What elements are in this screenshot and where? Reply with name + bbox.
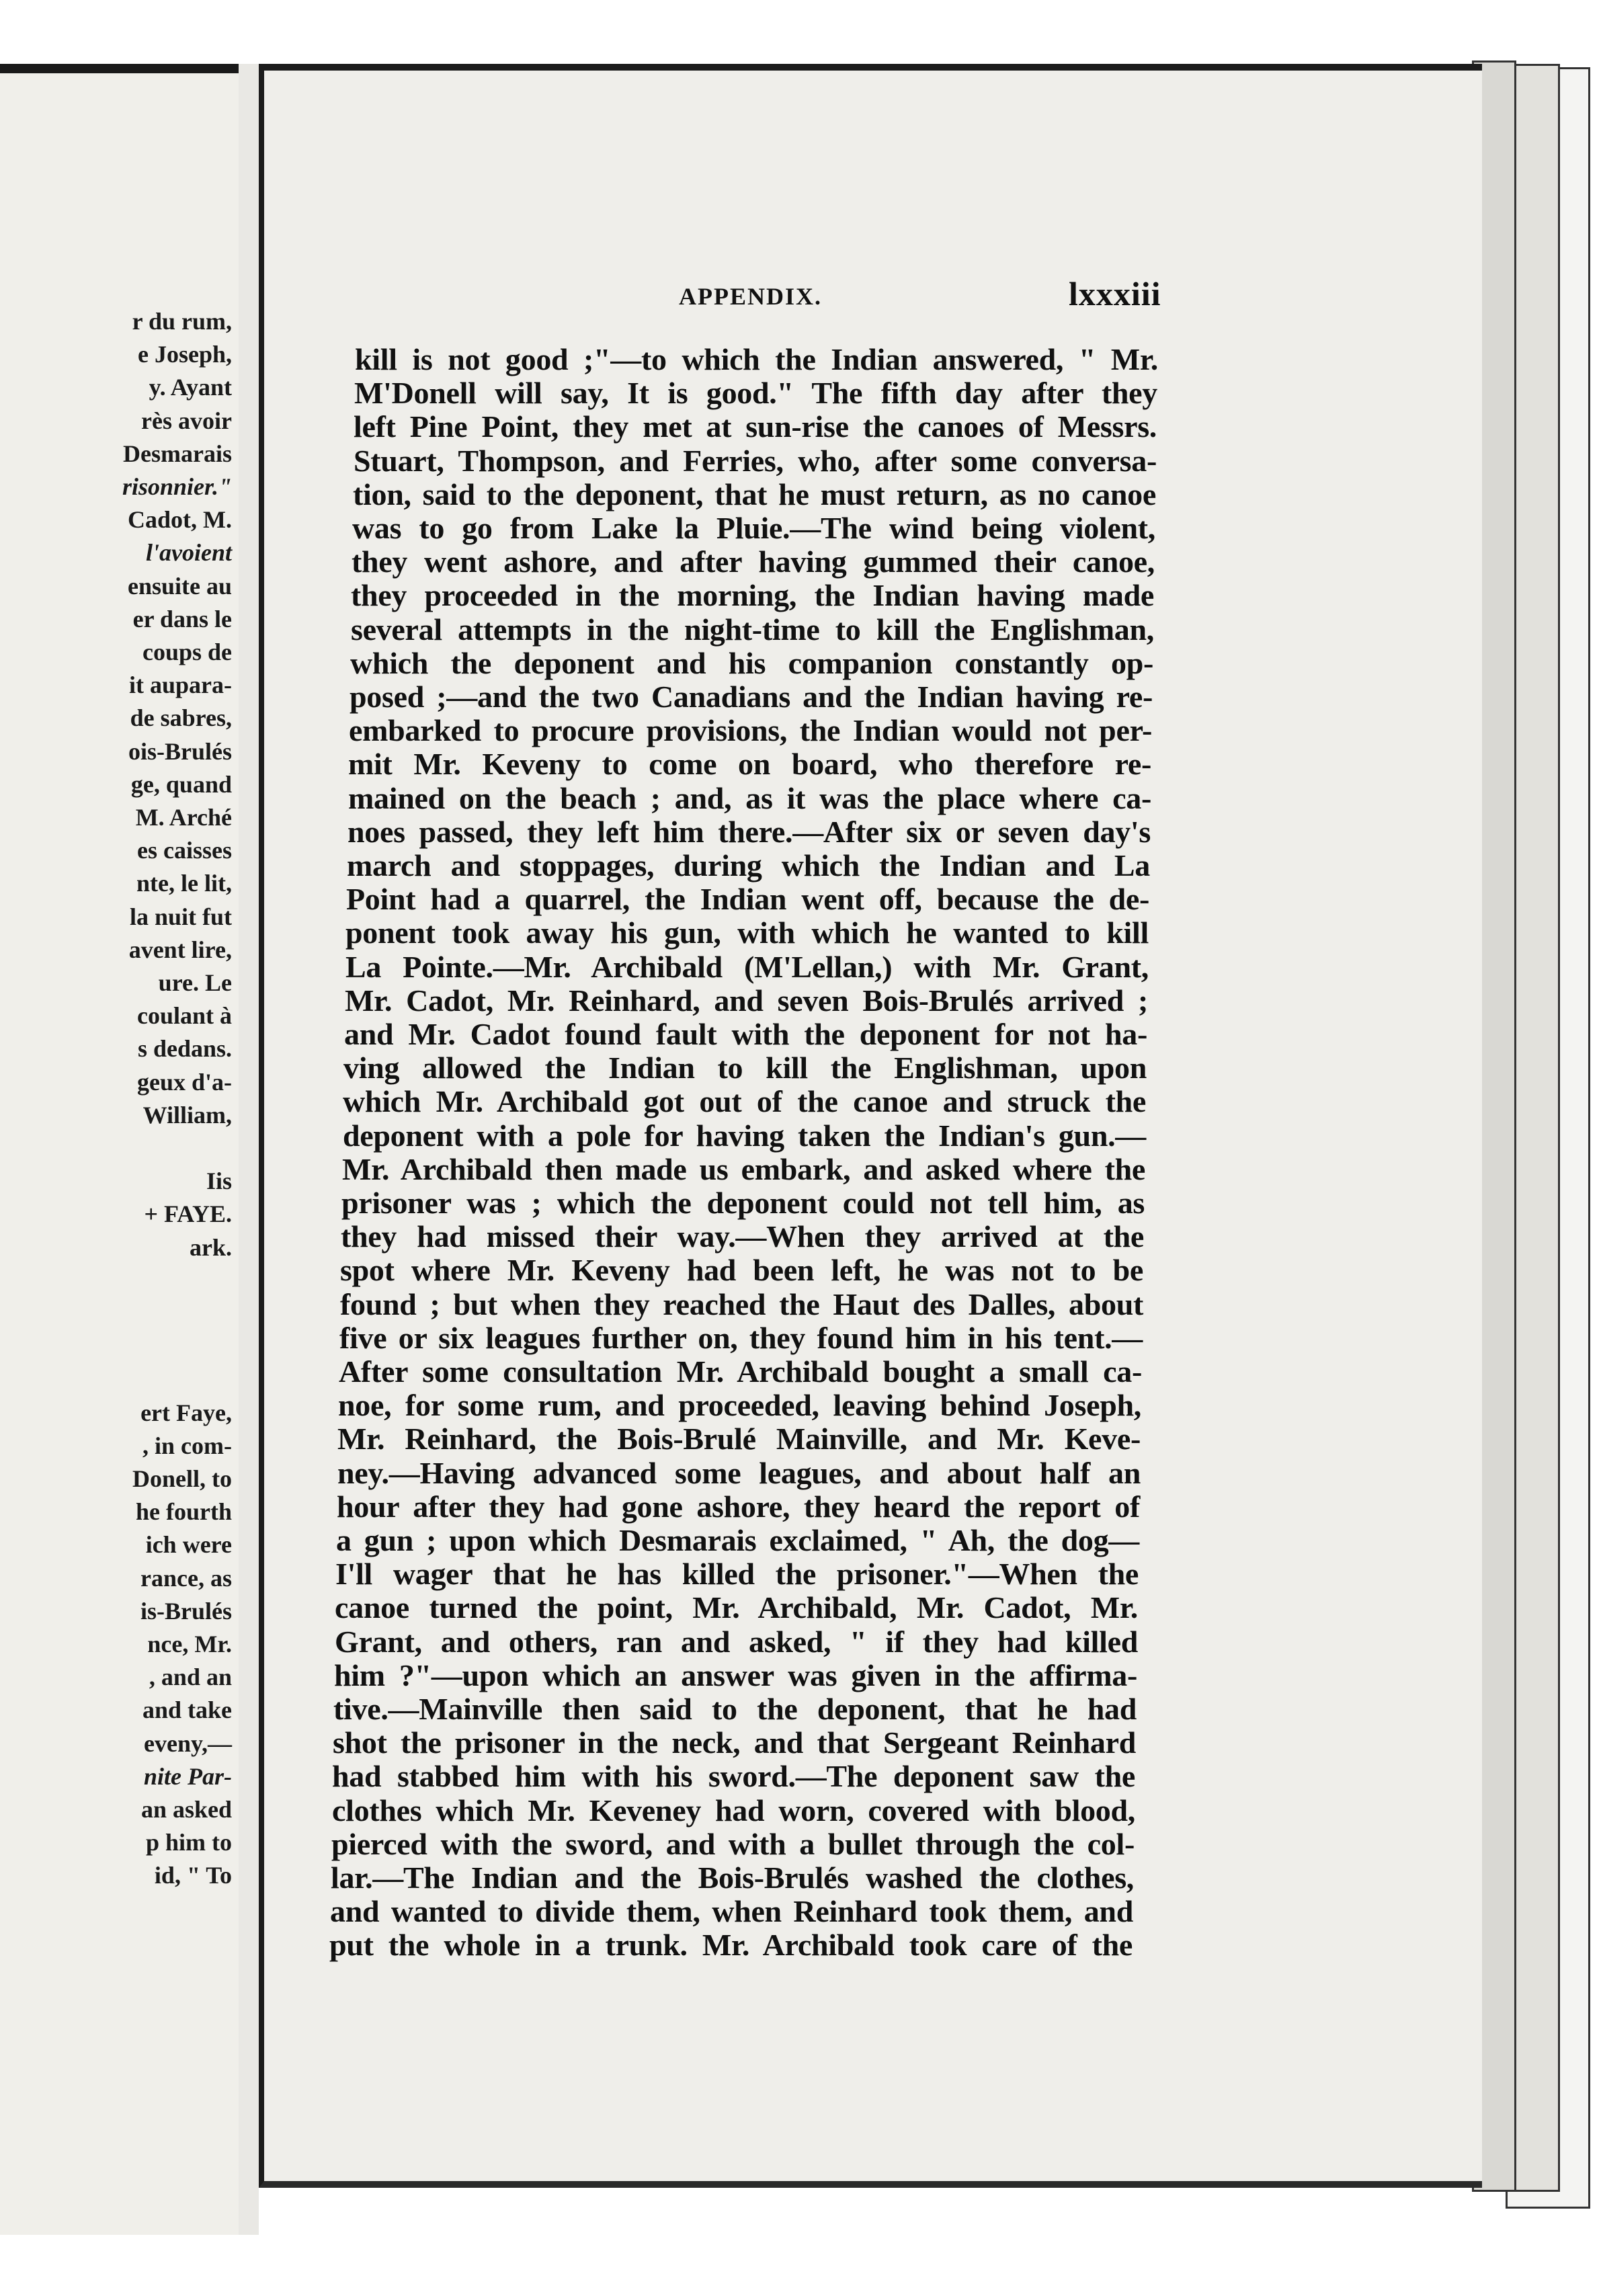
body-line: which the deponent and his companion constantly op- <box>350 645 1153 680</box>
body-line: lar.—The Indian and the Bois-Brulés washed the clothes, <box>331 1860 1134 1895</box>
left-page-line: Cadot, M. <box>128 506 232 534</box>
body-line: Point had a quarrel, the Indian went off, because the de- <box>346 882 1149 917</box>
left-page-line: Desmarais <box>123 440 232 467</box>
left-page-line: coups de <box>142 639 232 665</box>
left-page-line: Iis <box>206 1167 232 1195</box>
body-line: noes passed, they left him there.—After six or seven day's <box>347 814 1151 849</box>
body-line: march and stoppages, during which the Indian and La <box>347 848 1150 883</box>
left-page-line: ois-Brulés <box>128 737 232 765</box>
running-head: APPENDIX. <box>679 283 822 310</box>
left-facing-page <box>0 64 243 2235</box>
body-line: posed ;—and the two Canadians and the Indian having re- <box>350 680 1153 714</box>
body-line: was to go from Lake la Pluie.—The wind being violent, <box>352 511 1155 545</box>
body-line: After some consultation Mr. Archibald bought a small ca- <box>339 1354 1142 1389</box>
left-page-line: ark. <box>190 1233 232 1261</box>
left-page-line: William, <box>142 1101 232 1129</box>
body-line: tion, said to the deponent, that he must return, as no canoe <box>353 477 1156 511</box>
body-line: and Mr. Cadot found fault with the deponent for not ha- <box>344 1017 1147 1051</box>
body-line: Stuart, Thompson, and Ferries, who, after some conversa- <box>354 443 1157 478</box>
left-page-line: , and an <box>149 1664 232 1691</box>
left-page-line: it aupara- <box>129 671 232 699</box>
body-line: kill is not good ;"—to which the Indian answered, " Mr. <box>355 342 1158 376</box>
body-line: they went ashore, and after having gummed their canoe, <box>352 544 1155 579</box>
body-line: shot the prisoner in the neck, and that Sergeant Reinhard <box>333 1725 1136 1760</box>
body-line: and wanted to divide them, when Reinhard took them, and <box>330 1894 1133 1929</box>
body-line: found ; but when they reached the Haut des Dalles, about <box>340 1286 1143 1321</box>
left-page-line: is-Brulés <box>140 1597 232 1625</box>
body-line: I'll wager that he has killed the prisoner."—When the <box>335 1557 1139 1592</box>
left-page-line: coulant à <box>136 1002 232 1030</box>
left-page-line: ge, quand <box>130 770 232 798</box>
body-line: him ?"—upon which an answer was given in the affirma- <box>334 1657 1137 1692</box>
body-line: Grant, and others, ran and asked, " if they had killed <box>335 1624 1138 1659</box>
left-page-line: er dans le <box>132 605 232 632</box>
body-line: mit Mr. Keveny to come on board, who therefore re- <box>348 747 1151 782</box>
left-page-line: p him to <box>145 1829 232 1856</box>
left-page-line: s dedans. <box>137 1035 232 1063</box>
left-page-line: nite Par- <box>144 1762 232 1790</box>
left-page-line: an asked <box>140 1796 232 1823</box>
left-page-line: nte, le lit, <box>136 870 232 897</box>
left-page-line: de sabres, <box>130 704 232 732</box>
body-line: five or six leagues further on, they found him in his tent.— <box>339 1320 1143 1355</box>
left-page-line: l'avoient <box>146 539 232 567</box>
page-number: lxxxiii <box>1069 275 1161 313</box>
left-page-line: he fourth <box>136 1498 232 1526</box>
body-line: they had missed their way.—When they arrived at the <box>341 1219 1144 1254</box>
body-line: they proceeded in the morning, the Indian having made <box>351 578 1154 613</box>
body-line: Mr. Cadot, Mr. Reinhard, and seven Bois-Brulés arrived ; <box>345 983 1148 1018</box>
body-line: embarked to procure provisions, the Indian would not per- <box>349 713 1152 748</box>
left-page-line: risonnier." <box>122 473 232 500</box>
left-page-line: and take <box>142 1696 232 1724</box>
left-page-line: + FAYE. <box>144 1200 232 1228</box>
left-page-line: ich were <box>145 1531 232 1559</box>
book-gutter <box>239 64 259 2235</box>
left-page-line: geux d'a- <box>136 1068 232 1096</box>
left-page-line: nce, Mr. <box>147 1631 232 1657</box>
body-line: several attempts in the night-time to kill the Englishman, <box>351 612 1154 647</box>
left-page-line: y. Ayant <box>149 374 232 401</box>
body-line: a gun ; upon which Desmarais exclaimed, " Ah, the dog— <box>336 1523 1139 1557</box>
left-page-line: rès avoir <box>141 407 232 434</box>
body-line: noe, for some rum, and proceeded, leaving behind Joseph, <box>338 1388 1141 1423</box>
body-line: had stabbed him with his sword.—The deponent saw the <box>332 1759 1135 1794</box>
body-line: La Pointe.—Mr. Archibald (M'Lellan,) with Mr. Grant, <box>345 949 1149 984</box>
left-page-line: ert Faye, <box>140 1399 232 1426</box>
body-line: M'Donell will say, It is good." The fifth day after they <box>354 376 1157 411</box>
body-line: deponent with a pole for having taken the Indian's gun.— <box>343 1118 1146 1153</box>
body-line: which Mr. Archibald got out of the canoe and struck the <box>343 1084 1146 1119</box>
body-line: ponent took away his gun, with which he wanted to kill <box>345 915 1149 950</box>
body-line: Mr. Reinhard, the Bois-Brulé Mainville, and Mr. Keve- <box>337 1422 1141 1457</box>
left-page-line: ure. Le <box>158 969 232 996</box>
left-page-line: Donell, to <box>132 1465 232 1492</box>
body-line: canoe turned the point, Mr. Archibald, Mr. Cadot, Mr. <box>335 1590 1138 1625</box>
body-line: prisoner was ; which the deponent could not tell him, as <box>341 1186 1145 1220</box>
body-line: mained on the beach ; and, as it was the place where ca- <box>348 780 1151 815</box>
body-line: tive.—Mainville then said to the deponent, that he had <box>333 1692 1137 1726</box>
body-line: left Pine Point, they met at sun-rise the canoes of Messrs. <box>354 409 1157 444</box>
left-page-line: M. Arché <box>135 804 232 831</box>
body-line: clothes which Mr. Keveney had worn, covered with blood, <box>332 1793 1135 1828</box>
left-page-line: id, " To <box>154 1862 232 1889</box>
body-line: spot where Mr. Keveny had been left, he was not to be <box>340 1253 1143 1288</box>
left-page-line: ensuite au <box>127 572 232 600</box>
left-page-top-edge <box>0 64 239 73</box>
left-page-line: la nuit fut <box>129 903 232 930</box>
body-line: Mr. Archibald then made us embark, and asked where the <box>342 1151 1145 1186</box>
left-page-line: e Joseph, <box>137 341 232 368</box>
left-page-line: avent lire, <box>128 936 232 963</box>
left-page-line: eveny,— <box>144 1729 232 1757</box>
body-line: ving allowed the Indian to kill the Englishman, upon <box>343 1051 1147 1085</box>
body-line: pierced with the sword, and with a bullet through the col- <box>331 1826 1135 1861</box>
body-line: hour after they had gone ashore, they heard the report of <box>337 1489 1140 1524</box>
left-page-line: rance, as <box>140 1564 232 1592</box>
body-line: ney.—Having advanced some leagues, and about half an <box>337 1455 1141 1490</box>
left-page-line: , in com- <box>142 1432 232 1459</box>
left-page-line: r du rum, <box>132 308 232 335</box>
body-line: put the whole in a trunk. Mr. Archibald took care of the <box>329 1928 1133 1963</box>
left-page-line: es caisses <box>137 837 232 864</box>
